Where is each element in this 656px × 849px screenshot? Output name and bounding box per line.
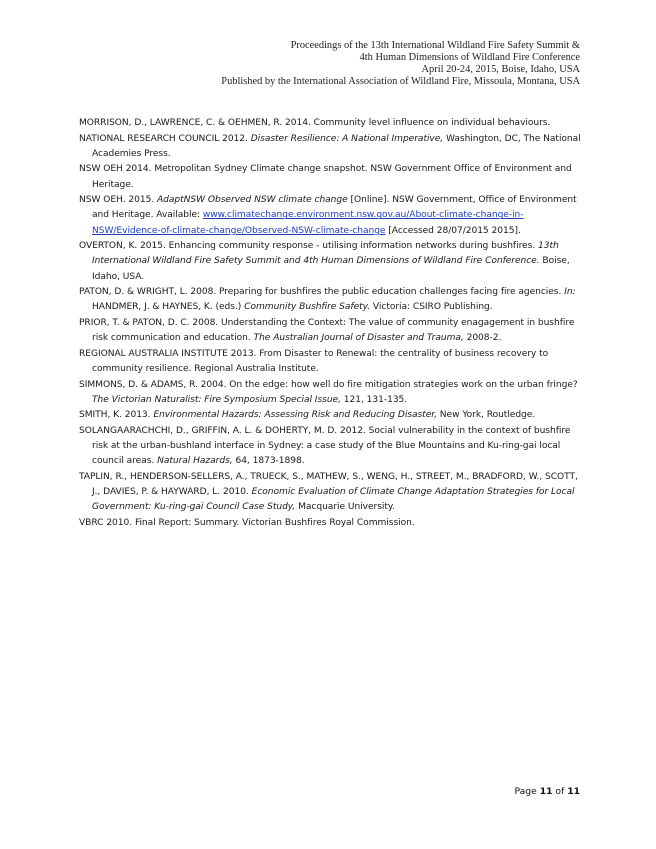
reference-entry	[79, 516, 587, 531]
ref-text: HANDMER, J. & HAYNES, K. (eds.)	[92, 302, 245, 313]
ref-text: 64, 1873-1898.	[232, 456, 305, 467]
reference-entry	[79, 162, 587, 192]
ref-text: Boise, Idaho, USA.	[92, 256, 570, 282]
reference-link[interactable]: www.climatechange.environment.nsw.gov.au/About-climate-change-in-NSW/Evidence-of-climate-change/Observed-NSW-climate-change	[92, 210, 524, 236]
header-line-3: April 20-24, 2015, Boise, Idaho, USA	[421, 64, 580, 75]
reference-entry	[79, 239, 587, 285]
reference-entry	[79, 470, 587, 516]
reference-entry	[79, 132, 587, 162]
ref-text: NSW OEH 2014. Metropolitan Sydney Climate change snapshot. NSW Government Office of Environment and Heritage.	[79, 164, 572, 190]
reference-list	[79, 116, 587, 532]
ref-italic: The Australian Journal of Disaster and Trauma,	[253, 333, 464, 344]
reference-entry	[79, 424, 587, 470]
ref-italic: The Victorian Naturalist: Fire Symposium Special Issue,	[92, 394, 341, 405]
ref-text: SMITH, K. 2013.	[79, 410, 154, 421]
ref-italic: Economic Evaluation of Climate Change Adaptation Strategies for Local Government: Ku-ring-gai Council Case Study,	[92, 487, 575, 513]
ref-text: OVERTON, K. 2015. Enhancing community response - utilising information networks during bushfires.	[79, 241, 538, 252]
ref-text: 121, 131-135.	[340, 394, 408, 405]
ref-text: Victoria: CSIRO Publishing.	[370, 302, 493, 313]
ref-text: PATON, D. & WRIGHT, L. 2008. Preparing for bushfires the public education challenges facing fire agencies.	[79, 287, 565, 298]
reference-entry	[79, 193, 587, 239]
ref-text: Macquarie University.	[295, 502, 395, 513]
ref-italic: In:	[564, 287, 576, 298]
page-current: 11	[539, 786, 553, 797]
reference-entry	[79, 378, 587, 408]
ref-italic: Community Bushfire Safety.	[244, 302, 371, 313]
running-header	[140, 40, 580, 88]
header-line-4: Published by the International Association of Wildland Fire, Missoula, Montana, USA	[221, 76, 580, 87]
ref-italic: Natural Hazards,	[157, 456, 233, 467]
header-line-1: Proceedings of the 13th International Wildland Fire Safety Summit &	[290, 40, 580, 51]
page-number	[515, 786, 580, 797]
ref-italic: Environmental Hazards: Assessing Risk and Reducing Disaster,	[153, 410, 437, 421]
ref-text: PRIOR, T. & PATON, D. C. 2008. Understanding the Context: The value of community enagagement in bushfire risk communication and education.	[79, 317, 575, 344]
ref-text: NATIONAL RESEARCH COUNCIL 2012.	[79, 133, 251, 144]
ref-text: SIMMONS, D. & ADAMS, R. 2004. On the edge: how well do fire mitigation strategies work on the urban fringe?	[79, 379, 578, 390]
ref-text: New York, Routledge.	[436, 410, 536, 421]
page-total: 11	[567, 786, 580, 797]
ref-text: REGIONAL AUSTRALIA INSTITUTE 2013. From Disaster to Renewal: the centrality of business recovery to community resilience. Regional Australia Institute.	[79, 348, 549, 374]
ref-text: SOLANGAARACHCHI, D., GRIFFIN, A. L. & DOHERTY, M. D. 2012. Social vulnerability in the context of bushfire risk at the urban-bushland interface in Sydney: a case study of the Blue Mountains and Ku-ring-gai local council areas.	[79, 425, 571, 467]
reference-entry	[79, 285, 587, 315]
header-line-2: 4th Human Dimensions of Wildland Fire Conference	[359, 52, 580, 63]
ref-text: MORRISON, D., LAWRENCE, C. & OEHMEN, R. 2014. Community level influence on individual behaviours.	[79, 118, 551, 128]
ref-text: 2008-2.	[463, 333, 502, 344]
reference-entry	[79, 316, 587, 346]
reference-entry	[79, 347, 587, 377]
page-label: Page	[514, 786, 540, 797]
ref-italic: 13th International Wildland Fire Safety Summit and 4th Human Dimensions of Wildland Fire Conference.	[92, 241, 559, 267]
ref-text: Washington, DC, The National Academies Press.	[92, 133, 581, 159]
ref-text: NSW OEH. 2015.	[79, 195, 157, 206]
reference-entry	[79, 116, 587, 131]
ref-text: [Accessed 28/07/2015 2015].	[385, 225, 521, 236]
reference-entry	[79, 408, 587, 423]
page-of: of	[552, 786, 568, 797]
ref-text: TAPLIN, R., HENDERSON-SELLERS, A., TRUECK, S., MATHEW, S., WENG, H., STREET, M., BRADFORD, W., SCOTT, J., DAVIES, P. & HAYWARD, L. 2010.	[79, 471, 578, 498]
ref-text: [Online]. NSW Government, Office of Environment and Heritage. Available:	[92, 195, 577, 221]
ref-text: VBRC 2010. Final Report: Summary. Victorian Bushfires Royal Commission.	[79, 517, 415, 528]
ref-italic: AdaptNSW Observed NSW climate change	[157, 195, 348, 206]
ref-italic: Disaster Resilience: A National Imperative,	[250, 133, 444, 144]
